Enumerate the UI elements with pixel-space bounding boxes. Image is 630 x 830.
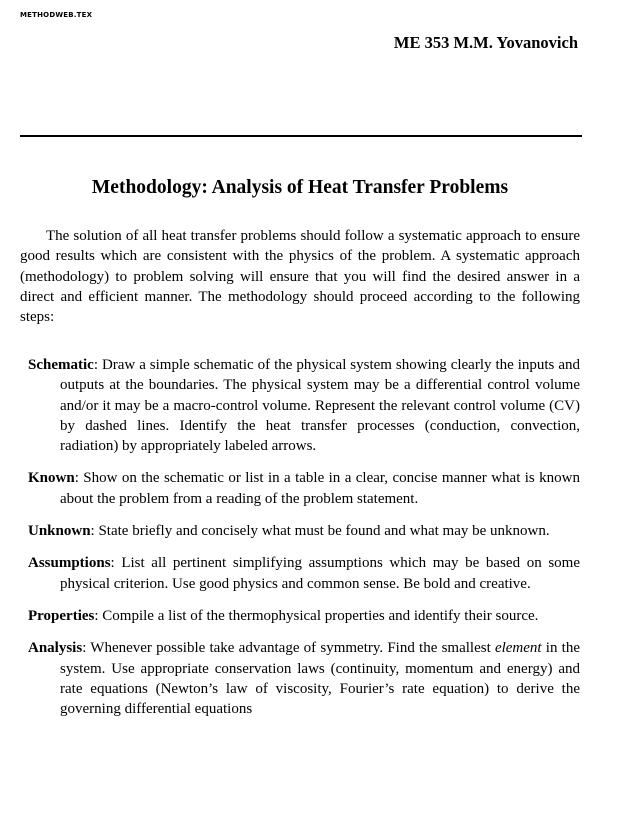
step-properties (28, 606, 580, 626)
step-term: Assumptions (28, 555, 111, 572)
step-description: : Whenever possible take advantage of symmetry. Find the smallest (82, 640, 495, 657)
step-description: : Show on the schematic or list in a table in a clear, concise manner what is known about the problem from a reading of the problem statement. (60, 470, 580, 507)
file-name-label: METHODWEB.TEX (20, 11, 93, 19)
step-unknown (28, 521, 580, 541)
step-term: Schematic (28, 357, 94, 373)
step-description: : Compile a list of the thermophysical properties and identify their source. (94, 607, 539, 624)
intro-paragraph: The solution of all heat transfer problems should follow a systematic approach to ensure good results which are consistent with the physics of the problem. A systematic approach (methodology) to problem solving will ensure that you will find the desired answer in a direct and efficient manner. The methodology should proceed according to the following steps: (20, 228, 580, 326)
step-description-continued: in the system. Use appropriate conservation laws (continuity, momentum and energy) and rate equations (Newton’s law of viscosity, Fourier’s rate equation) to derive the governing differential equations (60, 640, 580, 718)
step-term: Analysis (28, 640, 83, 657)
step-assumptions (28, 553, 580, 594)
methodology-steps (28, 355, 580, 731)
step-analysis (28, 638, 580, 719)
step-term: Known (28, 470, 75, 487)
step-term: Properties (28, 607, 95, 624)
header-rule (20, 135, 582, 137)
step-schematic (28, 355, 580, 456)
step-known (28, 468, 580, 509)
document-title: Methodology: Analysis of Heat Transfer Problems (91, 177, 509, 198)
course-author-header: ME 353 M.M. Yovanovich (393, 33, 578, 52)
step-description: : List all pertinent simplifying assumptions which may be based on some physical criterion. Use good physics and common sense. Be bold and creative. (60, 555, 580, 592)
step-description: : State briefly and concisely what must be found and what may be unknown. (90, 523, 550, 540)
step-term: Unknown (28, 523, 91, 540)
emphasized-word: element (494, 640, 542, 657)
step-description: : Draw a simple schematic of the physical system showing clearly the inputs and outputs at the boundaries. The physical system may be a differential control volume and/or it may be a macro-control volume. Represent the relevant control volume (CV) by dashed lines. Identify the heat transfer processes (conduction, convection, radiation) by appropriately labeled arrows. (60, 357, 580, 455)
